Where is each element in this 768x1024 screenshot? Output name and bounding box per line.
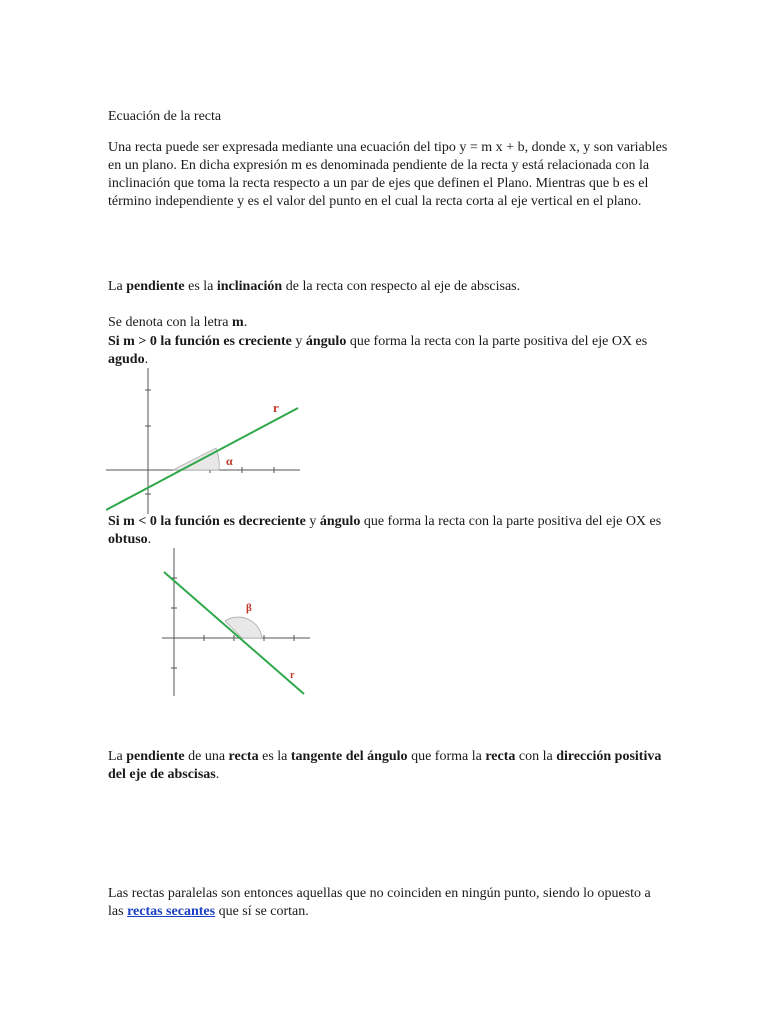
bold-term: pendiente [126, 749, 185, 764]
text: . [243, 315, 248, 330]
text: Se denota con la letra [108, 315, 233, 330]
text: con la [515, 749, 557, 764]
document-title: Ecuación de la recta [108, 109, 222, 124]
text: que forma la [407, 749, 486, 764]
text: de una [184, 749, 229, 764]
text: y [291, 334, 306, 349]
graph-increasing [106, 368, 302, 514]
text: es la [184, 279, 217, 294]
tangente-paragraph [108, 748, 668, 784]
angle-alpha-arc [173, 448, 219, 470]
bold-term: pendiente [126, 279, 185, 294]
text: que sí se cortan. [215, 904, 309, 919]
text: . [215, 767, 220, 782]
line-r-label: r [290, 670, 295, 681]
bold-term: Si m > 0 la función es creciente [108, 334, 292, 349]
text: y [305, 514, 320, 529]
bold-term: tangente del ángulo [290, 749, 408, 764]
bold-term: inclinación [216, 279, 283, 294]
text: . [147, 532, 152, 547]
bold-term: obtuso [108, 532, 148, 547]
text: que forma la recta con la parte positiva del eje OX es [360, 514, 662, 529]
line-r-label: r [273, 400, 279, 415]
intro-paragraph: Una recta puede ser expresada mediante una ecuación del tipo y = m x + b, donde x, y son variables en un plano. En dicha expresión m es denominada pendiente de la recta y está relacionada con la inclinación que toma la recta respecto a un par de ejes que definen el Plano. Mientras que b es el término independiente y es el valor del punto en el cual la recta corta al eje vertical en el plano. [108, 140, 668, 209]
pendiente-definition [108, 278, 668, 296]
figure-decreasing-line [162, 548, 312, 696]
denota-line [108, 314, 668, 332]
graph-decreasing [162, 548, 312, 696]
paralelas-paragraph [108, 885, 668, 921]
line-r [106, 408, 298, 510]
angle-alpha-label: α [226, 454, 233, 468]
text: La [108, 749, 127, 764]
angle-beta-arc [225, 617, 262, 638]
text: Las rectas paralelas son entonces aquellas que no coinciden en ningún punto, siendo lo opuesto a las [108, 886, 651, 919]
bold-term: agudo [108, 352, 145, 367]
decreciente-paragraph [108, 513, 668, 549]
bold-term: ángulo [319, 514, 361, 529]
text: de la recta con respecto al eje de abscisas. [282, 279, 521, 294]
figure-increasing-line [106, 368, 302, 514]
line-r [164, 572, 304, 694]
text: La [108, 279, 127, 294]
bold-term: ángulo [305, 334, 347, 349]
bold-term: recta [228, 749, 259, 764]
text: es la [258, 749, 291, 764]
bold-term: dirección positiva del eje de abscisas [108, 749, 662, 782]
bold-term: Si m < 0 la función es decreciente [108, 514, 306, 529]
bold-term: m [232, 315, 244, 330]
angle-beta-label: β [246, 602, 252, 614]
text: que forma la recta con la parte positiva del eje OX es [346, 334, 648, 349]
bold-term: recta [485, 749, 516, 764]
text: . [144, 352, 149, 367]
rectas-secantes-link[interactable]: rectas secantes [127, 904, 216, 919]
creciente-paragraph [108, 333, 668, 369]
